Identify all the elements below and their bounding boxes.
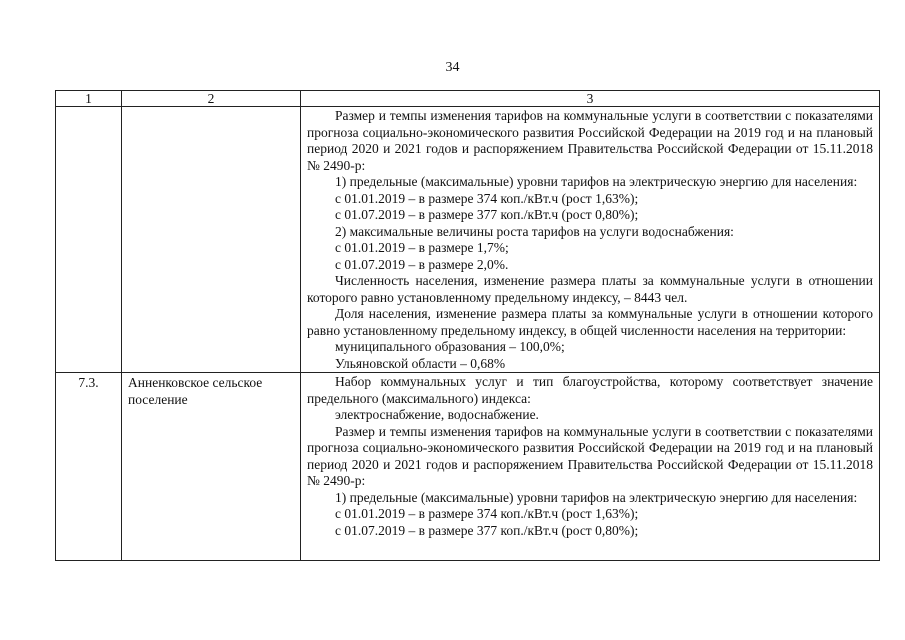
page-number: 34 [445,60,460,75]
paragraph: электроснабжение, водоснабжение. [335,407,539,422]
table-row [56,373,880,561]
table-row [56,107,880,373]
row-description [301,373,880,561]
row-description [301,107,880,373]
paragraph: Доля населения, изменение размера платы за коммунальные услуги в отношении которого равно установленному предельному индексу, в общей численности населения на территории: [307,306,873,338]
table-header-row [56,91,880,107]
settlement-name: Анненковское сельское поселение [122,373,301,561]
tariff-table [55,90,880,561]
paragraph: Размер и темпы изменения тарифов на коммунальные услуги в соответствии с показателями прогноза социально-экономического развития Российской Федерации на 2019 год и на плановый период 2020 и 2021 годов и распоряжением Правительства Российской Федерации от 15.11.2018 № 2490-р: [307,423,873,488]
paragraph: 1) предельные (максимальные) уровни тарифов на электрическую энергию для населения: [335,489,858,505]
paragraph: 1) предельные (максимальные) уровни тарифов на электрическую энергию для населения: [335,174,858,189]
paragraph: с 01.07.2019 – в размере 377 коп./кВт.ч (рост 0,80%); [335,207,639,222]
paragraph: с 01.07.2019 – в размере 377 коп./кВт.ч (рост 0,80%); [335,522,639,538]
paragraph: с 01.01.2019 – в размере 1,7%; [335,240,509,255]
column-header-3: 3 [301,91,880,107]
paragraph: Ульяновской области – 0,68% [335,355,506,371]
paragraph: 2) максимальные величины роста тарифов на услуги водоснабжения: [335,223,734,239]
row-number [56,107,122,373]
paragraph: Численность населения, изменение размера платы за коммунальные услуги в отношении которого равно установленному предельному индексу, – 8443 чел. [307,273,873,305]
settlement-name [122,107,301,373]
paragraph: с 01.07.2019 – в размере 2,0%. [335,256,509,272]
row-number: 7.3. [56,373,122,561]
paragraph: с 01.01.2019 – в размере 374 коп./кВт.ч (рост 1,63%); [335,506,639,521]
paragraph: с 01.01.2019 – в размере 374 коп./кВт.ч (рост 1,63%); [335,190,639,206]
column-header-2: 2 [122,91,301,107]
paragraph: Набор коммунальных услуг и тип благоустройства, которому соответствует значение предельного (максимального) индекса: [307,374,873,406]
paragraph: Размер и темпы изменения тарифов на коммунальные услуги в соответствии с показателями прогноза социально-экономического развития Российской Федерации на 2019 год и на плановый период 2020 и 2021 годов и распоряжением Правительства Российской Федерации от 15.11.2018 № 2490-р: [307,108,873,173]
column-header-1: 1 [56,91,122,107]
paragraph: муниципального образования – 100,0%; [335,339,565,354]
